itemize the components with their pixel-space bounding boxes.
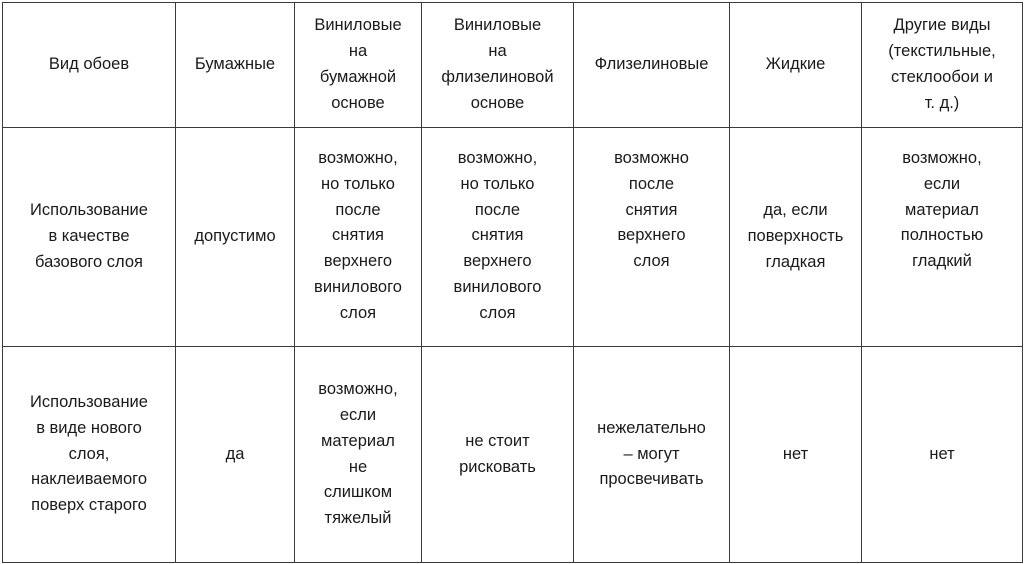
- header-cell-other: Другие виды (текстильные, стеклообои и т. д.): [862, 3, 1023, 128]
- table-cell: возможно, но только после снятия верхнего винилового слоя: [295, 128, 422, 347]
- table-cell: возможно после снятия верхнего слоя: [574, 128, 730, 347]
- table-row: [3, 128, 1023, 347]
- table-cell: нет: [730, 347, 862, 563]
- header-cell-wallpaper-type: Вид обоев: [3, 3, 176, 128]
- header-row: [3, 3, 1023, 128]
- table-cell: возможно, если материал не слишком тяжелый: [295, 347, 422, 563]
- table-cell: возможно, если материал полностью гладкий: [862, 128, 1023, 347]
- header-cell-fleece: Флизелиновые: [574, 3, 730, 128]
- wallpaper-comparison-table: [2, 2, 1023, 563]
- header-cell-vinyl-paper: Виниловые на бумажной основе: [295, 3, 422, 128]
- table-cell: допустимо: [176, 128, 295, 347]
- row-label-new-layer: Использование в виде нового слоя, наклеиваемого поверх старого: [3, 347, 176, 563]
- header-cell-paper: Бумажные: [176, 3, 295, 128]
- table-cell: нет: [862, 347, 1023, 563]
- header-cell-vinyl-fleece: Виниловые на флизелиновой основе: [422, 3, 574, 128]
- table-cell: да: [176, 347, 295, 563]
- table-cell: нежелательно – могут просвечивать: [574, 347, 730, 563]
- table-cell: возможно, но только после снятия верхнего винилового слоя: [422, 128, 574, 347]
- table-row: [3, 347, 1023, 563]
- row-label-base-layer: Использование в качестве базового слоя: [3, 128, 176, 347]
- table-cell: не стоит рисковать: [422, 347, 574, 563]
- table-cell: да, если поверхность гладкая: [730, 128, 862, 347]
- header-cell-liquid: Жидкие: [730, 3, 862, 128]
- comparison-table-container: [2, 2, 1022, 562]
